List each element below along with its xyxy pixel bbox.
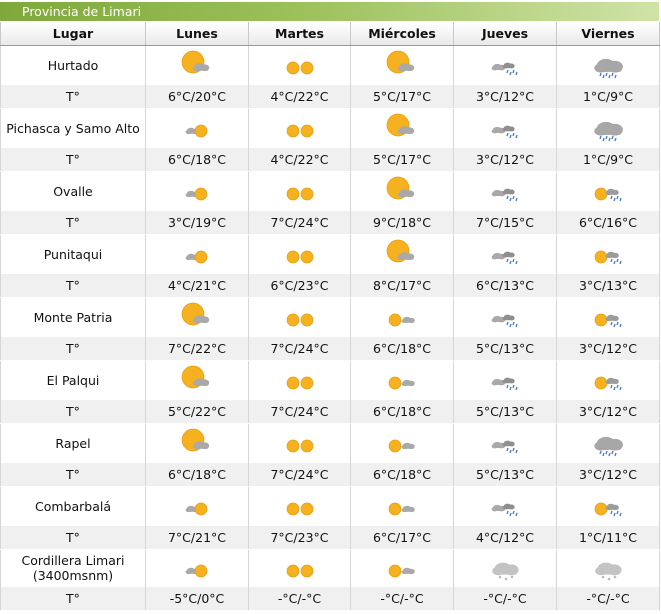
cloud-drizzle-icon: [487, 183, 523, 198]
temp-range-miercoles: 6°C/17°C: [351, 526, 454, 549]
cloud-drizzle-icon: [487, 246, 523, 261]
sun-drizzle-icon: [590, 246, 626, 261]
sun-sun-icon: [282, 57, 318, 72]
location-name: Combarbalá: [34, 498, 111, 514]
sun-sun-icon: [282, 498, 318, 513]
temp-label: T°: [1, 274, 146, 297]
temp-range-viernes: -°C/-°C: [557, 587, 660, 610]
weather-cell-jueves: [454, 108, 557, 148]
weather-cell-lunes: [146, 108, 249, 148]
location-name: Cordillera Limari (3400msnm): [21, 553, 125, 584]
location-row: [1, 45, 660, 85]
temp-range-miercoles: 6°C/18°C: [351, 337, 454, 360]
weather-cell-viernes: [557, 45, 660, 85]
cloud-drizzle-icon: [487, 57, 523, 72]
location-row: [1, 549, 660, 587]
temp-range-lunes: -5°C/0°C: [146, 587, 249, 610]
sun-cloud-large-icon: [384, 183, 420, 198]
cloud-drizzle-icon: [487, 372, 523, 387]
sun-cloud-icon: [384, 498, 420, 513]
temp-range-miercoles: 6°C/18°C: [351, 400, 454, 423]
weather-cell-miercoles: [351, 171, 454, 211]
location-name: Hurtado: [47, 57, 99, 73]
cloud-sun-icon: [179, 183, 215, 198]
temp-range-viernes: 6°C/16°C: [557, 211, 660, 234]
header-martes: Martes: [249, 22, 351, 45]
location-row: [1, 486, 660, 526]
weather-cell-miercoles: [351, 360, 454, 400]
temperature-row: [1, 337, 660, 360]
temp-label: T°: [1, 463, 146, 486]
forecast-table: [0, 22, 660, 611]
sun-cloud-icon: [384, 435, 420, 450]
cloud-sun-icon: [179, 120, 215, 135]
sun-sun-icon: [282, 560, 318, 575]
cloud-sun-icon: [179, 246, 215, 261]
location-name: El Palqui: [46, 372, 100, 388]
temp-range-martes: 7°C/24°C: [249, 337, 351, 360]
weather-cell-martes: [249, 234, 351, 274]
weather-cell-lunes: [146, 423, 249, 463]
temperature-row: [1, 274, 660, 297]
temp-range-lunes: 5°C/22°C: [146, 400, 249, 423]
temp-label: T°: [1, 148, 146, 171]
temp-range-lunes: 6°C/18°C: [146, 148, 249, 171]
weather-cell-viernes: [557, 108, 660, 148]
temp-range-martes: 4°C/22°C: [249, 148, 351, 171]
location-name: Punitaqui: [43, 246, 103, 262]
location-name: Pichasca y Samo Alto: [6, 120, 140, 136]
weather-cell-jueves: [454, 171, 557, 211]
temperature-row: [1, 148, 660, 171]
temperature-row: [1, 463, 660, 486]
temp-range-jueves: 5°C/13°C: [454, 400, 557, 423]
temp-range-miercoles: 5°C/17°C: [351, 85, 454, 108]
weather-cell-martes: [249, 45, 351, 85]
weather-cell-viernes: [557, 423, 660, 463]
temp-range-lunes: 6°C/20°C: [146, 85, 249, 108]
location-name-cell: [1, 45, 146, 85]
sun-drizzle-icon: [590, 498, 626, 513]
location-name-cell: [1, 297, 146, 337]
cloud-drizzle-icon: [487, 309, 523, 324]
weather-cell-miercoles: [351, 45, 454, 85]
weather-cell-martes: [249, 486, 351, 526]
temp-range-lunes: 7°C/21°C: [146, 526, 249, 549]
cloud-sun-icon: [179, 560, 215, 575]
temp-range-viernes: 3°C/13°C: [557, 274, 660, 297]
weather-cell-jueves: [454, 486, 557, 526]
sun-cloud-icon: [384, 560, 420, 575]
header-row: [1, 22, 660, 45]
temp-range-viernes: 1°C/11°C: [557, 526, 660, 549]
sun-sun-icon: [282, 120, 318, 135]
weather-cell-jueves: [454, 45, 557, 85]
temp-range-viernes: 3°C/12°C: [557, 400, 660, 423]
location-name: Ovalle: [53, 183, 93, 199]
location-row: [1, 171, 660, 211]
weather-cell-jueves: [454, 297, 557, 337]
weather-cell-martes: [249, 423, 351, 463]
cloud-drizzle-icon: [487, 435, 523, 450]
temp-range-viernes: 1°C/9°C: [557, 148, 660, 171]
temp-label: T°: [1, 587, 146, 610]
sun-sun-icon: [282, 309, 318, 324]
header-lunes: Lunes: [146, 22, 249, 45]
temp-range-martes: 7°C/24°C: [249, 463, 351, 486]
temp-range-jueves: 4°C/12°C: [454, 526, 557, 549]
temperature-row: [1, 587, 660, 610]
temp-range-lunes: 6°C/18°C: [146, 463, 249, 486]
temp-range-miercoles: 8°C/17°C: [351, 274, 454, 297]
weather-cell-lunes: [146, 45, 249, 85]
weather-cell-miercoles: [351, 234, 454, 274]
weather-cell-lunes: [146, 549, 249, 587]
weather-cell-viernes: [557, 486, 660, 526]
temp-label: T°: [1, 85, 146, 108]
temperature-row: [1, 400, 660, 423]
weather-cell-martes: [249, 549, 351, 587]
weather-cell-jueves: [454, 549, 557, 587]
temp-range-jueves: -°C/-°C: [454, 587, 557, 610]
temp-label: T°: [1, 337, 146, 360]
weather-cell-martes: [249, 171, 351, 211]
temp-range-viernes: 3°C/12°C: [557, 337, 660, 360]
weather-cell-lunes: [146, 486, 249, 526]
weather-cell-viernes: [557, 297, 660, 337]
weather-cell-viernes: [557, 171, 660, 211]
location-row: [1, 423, 660, 463]
weather-cell-martes: [249, 108, 351, 148]
temp-range-martes: 7°C/24°C: [249, 211, 351, 234]
temp-label: T°: [1, 400, 146, 423]
sun-cloud-large-icon: [179, 435, 215, 450]
temp-range-miercoles: -°C/-°C: [351, 587, 454, 610]
temp-range-miercoles: 9°C/18°C: [351, 211, 454, 234]
sun-cloud-large-icon: [384, 57, 420, 72]
sun-drizzle-icon: [590, 372, 626, 387]
temp-range-martes: 6°C/23°C: [249, 274, 351, 297]
sun-cloud-large-icon: [384, 246, 420, 261]
weather-cell-miercoles: [351, 549, 454, 587]
sun-cloud-icon: [384, 372, 420, 387]
temp-range-miercoles: 5°C/17°C: [351, 148, 454, 171]
header-miercoles: Miércoles: [351, 22, 454, 45]
weather-cell-jueves: [454, 423, 557, 463]
weather-cell-viernes: [557, 234, 660, 274]
sun-cloud-large-icon: [179, 372, 215, 387]
temp-range-martes: 4°C/22°C: [249, 85, 351, 108]
temp-label: T°: [1, 526, 146, 549]
sun-cloud-large-icon: [384, 120, 420, 135]
location-name-cell: [1, 486, 146, 526]
temp-range-jueves: 7°C/15°C: [454, 211, 557, 234]
weather-cell-jueves: [454, 360, 557, 400]
temp-range-jueves: 6°C/13°C: [454, 274, 557, 297]
sun-drizzle-icon: [590, 309, 626, 324]
cloud-rain-large-icon: [590, 120, 626, 135]
temp-label: T°: [1, 211, 146, 234]
location-row: [1, 108, 660, 148]
temp-range-lunes: 4°C/21°C: [146, 274, 249, 297]
sun-drizzle-icon: [590, 183, 626, 198]
province-title: Provincia de Limari: [0, 2, 659, 21]
location-name-cell: [1, 171, 146, 211]
temperature-row: [1, 526, 660, 549]
cloud-drizzle-icon: [487, 498, 523, 513]
sun-cloud-large-icon: [179, 309, 215, 324]
weather-cell-lunes: [146, 297, 249, 337]
header-jueves: Jueves: [454, 22, 557, 45]
sun-cloud-icon: [384, 309, 420, 324]
temp-range-viernes: 3°C/12°C: [557, 463, 660, 486]
location-name-cell: [1, 423, 146, 463]
temp-range-martes: 7°C/24°C: [249, 400, 351, 423]
temp-range-lunes: 7°C/22°C: [146, 337, 249, 360]
weather-cell-miercoles: [351, 423, 454, 463]
cloud-sun-icon: [179, 498, 215, 513]
weather-cell-jueves: [454, 234, 557, 274]
weather-cell-viernes: [557, 549, 660, 587]
sun-cloud-large-icon: [179, 57, 215, 72]
weather-cell-lunes: [146, 234, 249, 274]
location-name: Monte Patria: [33, 309, 113, 325]
location-name-cell: [1, 549, 146, 587]
weather-cell-martes: [249, 360, 351, 400]
header-viernes: Viernes: [557, 22, 660, 45]
cloud-drizzle-icon: [487, 120, 523, 135]
weather-cell-lunes: [146, 171, 249, 211]
temp-range-jueves: 3°C/12°C: [454, 148, 557, 171]
sun-sun-icon: [282, 246, 318, 261]
temperature-row: [1, 211, 660, 234]
weather-cell-miercoles: [351, 108, 454, 148]
location-name-cell: [1, 108, 146, 148]
sun-sun-icon: [282, 372, 318, 387]
weather-cell-lunes: [146, 360, 249, 400]
location-name: Rapel: [55, 435, 91, 451]
header-lugar: Lugar: [1, 22, 146, 45]
sun-sun-icon: [282, 183, 318, 198]
weather-cell-miercoles: [351, 486, 454, 526]
temp-range-lunes: 3°C/19°C: [146, 211, 249, 234]
location-row: [1, 297, 660, 337]
temperature-row: [1, 85, 660, 108]
cloud-rain-large-icon: [590, 57, 626, 72]
weather-cell-miercoles: [351, 297, 454, 337]
weather-cell-martes: [249, 297, 351, 337]
temp-range-martes: -°C/-°C: [249, 587, 351, 610]
location-name-cell: [1, 234, 146, 274]
temp-range-jueves: 5°C/13°C: [454, 337, 557, 360]
cloud-snow-icon: [590, 560, 626, 575]
temp-range-martes: 7°C/23°C: [249, 526, 351, 549]
temp-range-viernes: 1°C/9°C: [557, 85, 660, 108]
temp-range-jueves: 3°C/12°C: [454, 85, 557, 108]
location-name-cell: [1, 360, 146, 400]
sun-sun-icon: [282, 435, 318, 450]
temp-range-miercoles: 6°C/18°C: [351, 463, 454, 486]
temp-range-jueves: 5°C/13°C: [454, 463, 557, 486]
weather-cell-viernes: [557, 360, 660, 400]
cloud-rain-large-icon: [590, 435, 626, 450]
cloud-snow-icon: [487, 560, 523, 575]
location-row: [1, 234, 660, 274]
location-row: [1, 360, 660, 400]
